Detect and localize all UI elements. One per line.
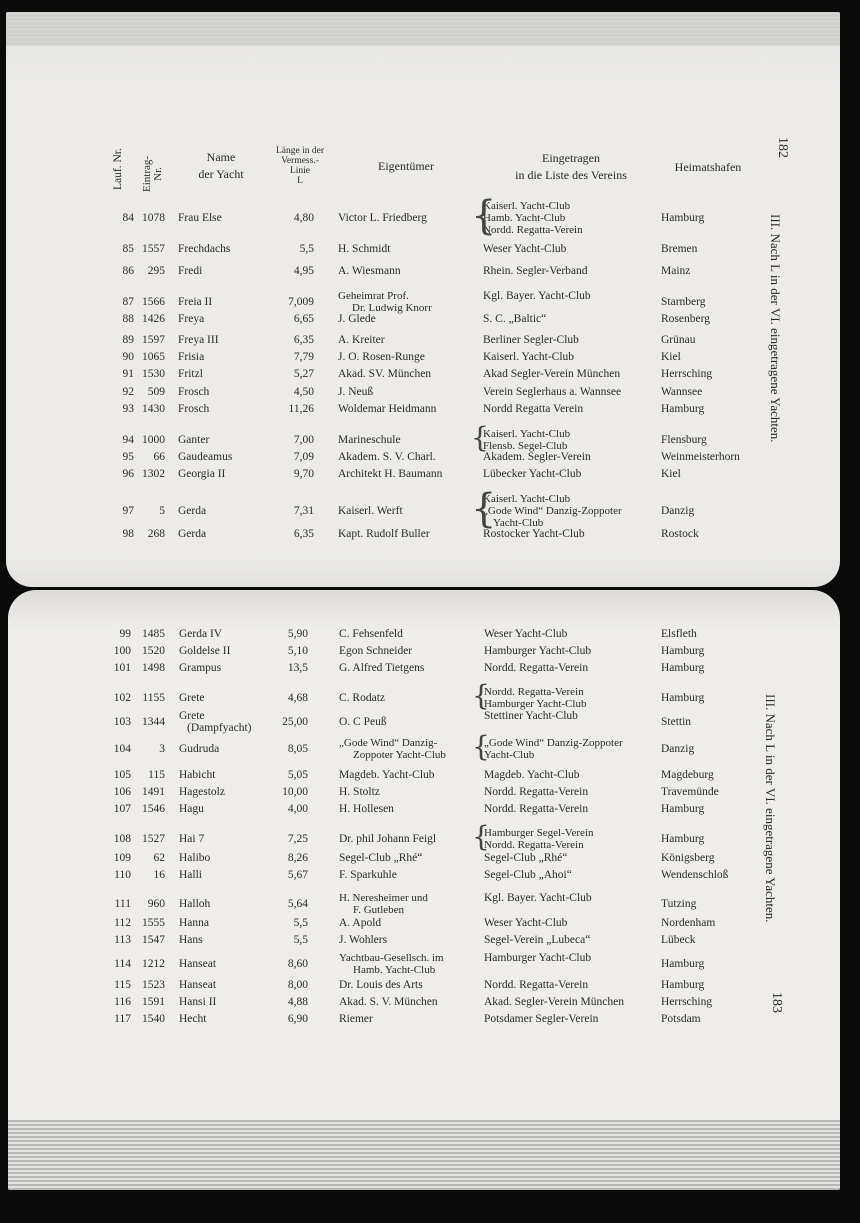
row-eintrag-nr: 1523 xyxy=(142,979,165,991)
row-eigentuemer: O. C Peuß xyxy=(339,716,387,728)
row-eigentuemer: J. Neuß xyxy=(338,386,374,398)
row-lauf-nr: 112 xyxy=(114,917,131,929)
header-eintrag-line2: Nr. xyxy=(152,167,164,181)
row-lauf-nr: 93 xyxy=(122,403,134,415)
header-laenge-line2: Vermess.- xyxy=(281,156,319,166)
row-verein: Segel-Club „Ahoi“ xyxy=(484,869,572,881)
row-eigentuemer: Akad. SV. München xyxy=(338,368,432,380)
row-laenge: 5,90 xyxy=(287,628,308,640)
row-heimatshafen: Tutzing xyxy=(661,898,697,910)
row-eigentuemer: Segel-Club „Rhé“ xyxy=(339,852,423,864)
row-eigentuemer: H. Schmidt xyxy=(338,243,391,255)
row-eintrag-nr: 1530 xyxy=(142,368,165,380)
row-verein: Nordd. Regatta-Verein xyxy=(484,803,589,815)
row-heimatshafen: Wannsee xyxy=(661,386,703,398)
header-laenge xyxy=(260,146,340,186)
row-name: Hanna xyxy=(179,917,210,929)
row-eintrag-nr: 1597 xyxy=(142,334,165,346)
row-name: Habicht xyxy=(179,769,216,781)
row-name: Gerda xyxy=(178,528,207,540)
row-verein: Hamburger Yacht-Club xyxy=(484,698,587,710)
row-eigentuemer: H. Hollesen xyxy=(339,803,394,815)
row-eintrag-nr: 1547 xyxy=(142,934,165,946)
row-eintrag-nr: 1302 xyxy=(142,468,165,480)
row-lauf-nr: 87 xyxy=(122,296,134,308)
row-name: Gerda IV xyxy=(179,628,223,640)
row-lauf-nr: 103 xyxy=(113,716,131,728)
row-laenge: 5,27 xyxy=(293,368,314,380)
row-eintrag-nr: 1000 xyxy=(142,434,165,446)
row-laenge: 8,60 xyxy=(287,958,308,970)
row-eigentuemer: J. O. Rosen-Runge xyxy=(338,351,425,363)
row-heimatshafen: Königsberg xyxy=(661,852,715,864)
row-lauf-nr: 107 xyxy=(113,803,131,815)
row-eintrag-nr: 66 xyxy=(153,451,165,463)
row-eintrag-nr: 1065 xyxy=(142,351,165,363)
row-verein: Nordd. Regatta-Verein xyxy=(484,786,589,798)
top-page xyxy=(6,12,840,587)
side-heading-bottom: III. Nach L in der VI. eingetragene Yachten. xyxy=(763,694,778,923)
row-name: Hansi II xyxy=(179,996,217,1008)
row-verein: Kgl. Bayer. Yacht-Club xyxy=(483,290,591,302)
brace-icon: { xyxy=(471,486,497,532)
row-eintrag-nr: 960 xyxy=(147,898,165,910)
row-eigentuemer: A. Wiesmann xyxy=(338,265,401,277)
header-laenge-line4: L xyxy=(297,176,303,186)
row-eigentuemer: Yachtbau-Gesellsch. im xyxy=(339,952,444,964)
row-eintrag-nr: 3 xyxy=(159,743,165,755)
row-laenge: 8,00 xyxy=(287,979,308,991)
row-lauf-nr: 115 xyxy=(114,979,131,991)
row-lauf-nr: 110 xyxy=(114,869,131,881)
row-name: Freya xyxy=(178,313,205,325)
row-lauf-nr: 116 xyxy=(114,996,131,1008)
row-verein: Rhein. Segler-Verband xyxy=(483,265,588,277)
row-heimatshafen: Lübeck xyxy=(661,934,696,946)
row-heimatshafen: Stettin xyxy=(661,716,692,728)
row-verein: Nordd. Regatta-Verein xyxy=(484,686,584,698)
row-laenge: 6,90 xyxy=(287,1013,308,1025)
row-laenge: 6,65 xyxy=(293,313,314,325)
row-eintrag-nr: 295 xyxy=(147,265,165,277)
row-verein: Rostocker Yacht-Club xyxy=(483,528,585,540)
row-laenge: 5,05 xyxy=(287,769,308,781)
row-eigentuemer: F. Sparkuhle xyxy=(339,869,397,881)
row-laenge: 13,5 xyxy=(287,662,308,674)
row-name: Fredi xyxy=(178,265,203,277)
row-eintrag-nr: 1344 xyxy=(142,716,165,728)
row-eigentuemer: Magdeb. Yacht-Club xyxy=(339,769,435,781)
brace-icon: { xyxy=(472,730,490,763)
row-heimatshafen: Nordenham xyxy=(661,917,716,929)
row-verein: Kgl. Bayer. Yacht-Club xyxy=(484,892,592,904)
row-eigentuemer: Architekt H. Baumann xyxy=(338,468,443,480)
header-eingetragen-line1: Eingetragen xyxy=(542,151,600,165)
row-eigentuemer: Kaiserl. Werft xyxy=(338,505,403,517)
row-heimatshafen: Hamburg xyxy=(661,692,705,704)
row-eintrag-nr: 16 xyxy=(153,869,165,881)
row-laenge: 9,70 xyxy=(293,468,314,480)
row-eintrag-nr: 1540 xyxy=(142,1013,165,1025)
row-heimatshafen: Grünau xyxy=(661,334,696,346)
brace-icon: { xyxy=(472,820,490,853)
row-verein: Lübecker Yacht-Club xyxy=(483,468,582,480)
row-eintrag-nr: 1155 xyxy=(142,692,165,704)
row-name: Frau Else xyxy=(178,212,222,224)
row-heimatshafen: Flensburg xyxy=(661,434,707,446)
row-lauf-nr: 98 xyxy=(122,528,134,540)
row-laenge: 4,88 xyxy=(287,996,308,1008)
row-verein: Yacht-Club xyxy=(493,517,544,529)
row-verein: Kaiserl. Yacht-Club xyxy=(483,428,571,440)
row-eintrag-nr: 1491 xyxy=(142,786,165,798)
side-heading-top: III. Nach L in der VI. eingetragene Yachten. xyxy=(768,214,783,443)
row-name: Hanseat xyxy=(179,979,217,991)
page-number-183: 183 xyxy=(769,992,784,1013)
row-verein: Nordd. Regatta-Verein xyxy=(484,979,589,991)
row-lauf-nr: 102 xyxy=(113,692,131,704)
row-laenge: 5,10 xyxy=(287,645,308,657)
row-lauf-nr: 96 xyxy=(122,468,134,480)
row-laenge: 4,68 xyxy=(287,692,308,704)
row-heimatshafen: Danzig xyxy=(661,505,695,517)
row-heimatshafen: Hamburg xyxy=(661,212,705,224)
brace-icon: { xyxy=(472,679,490,712)
row-eintrag-nr: 1485 xyxy=(142,628,165,640)
row-name: Frechdachs xyxy=(178,243,231,255)
row-heimatshafen: Kiel xyxy=(661,351,681,363)
header-name-line1: Name xyxy=(206,150,236,164)
row-laenge: 4,80 xyxy=(293,212,314,224)
row-name: Hai 7 xyxy=(179,833,205,845)
row-name: Hanseat xyxy=(179,958,217,970)
row-name: Hagu xyxy=(179,803,204,815)
row-laenge: 5,5 xyxy=(299,243,314,255)
row-heimatshafen: Herrsching xyxy=(661,996,713,1008)
row-verein: Nordd. Regatta-Verein xyxy=(483,224,583,236)
row-lauf-nr: 85 xyxy=(122,243,134,255)
row-eintrag-nr: 115 xyxy=(148,769,165,781)
row-heimatshafen: Hamburg xyxy=(661,958,705,970)
row-eintrag-nr: 1555 xyxy=(142,917,165,929)
row-lauf-nr: 109 xyxy=(113,852,131,864)
row-lauf-nr: 95 xyxy=(122,451,134,463)
row-eigentuemer: C. Rodatz xyxy=(339,692,385,704)
row-eigentuemer: C. Fehsenfeld xyxy=(339,628,403,640)
row-verein: Flensb. Segel-Club xyxy=(483,440,568,452)
row-lauf-nr: 91 xyxy=(122,368,134,380)
row-name: Fritzl xyxy=(178,368,203,380)
row-name: Georgia II xyxy=(178,468,226,480)
row-eintrag-nr: 1546 xyxy=(142,803,165,815)
row-eigentuemer-line2: Dr. Ludwig Knorr xyxy=(352,302,432,314)
row-verein: Akad. Segler-Verein München xyxy=(484,996,624,1008)
row-heimatshafen: Bremen xyxy=(661,243,698,255)
row-lauf-nr: 100 xyxy=(113,645,131,657)
row-heimatshafen: Potsdam xyxy=(661,1013,701,1025)
row-eigentuemer: Marineschule xyxy=(338,434,401,446)
row-eintrag-nr: 5 xyxy=(159,505,165,517)
row-eintrag-nr: 1520 xyxy=(142,645,165,657)
row-name: Frisia xyxy=(178,351,205,363)
row-verein: Weser Yacht-Club xyxy=(484,628,568,640)
row-verein: Magdeb. Yacht-Club xyxy=(484,769,580,781)
row-laenge: 6,35 xyxy=(293,528,314,540)
row-eintrag-nr: 1430 xyxy=(142,403,165,415)
row-lauf-nr: 92 xyxy=(122,386,134,398)
row-eintrag-nr: 1212 xyxy=(142,958,165,970)
row-heimatshafen: Rosenberg xyxy=(661,313,710,325)
row-laenge: 10,00 xyxy=(282,786,308,798)
row-name: Gerda xyxy=(178,505,207,517)
row-name: Hecht xyxy=(179,1013,207,1025)
row-verein: Akadem. Segler-Verein xyxy=(483,451,591,463)
row-eigentuemer-line2: Zoppoter Yacht-Club xyxy=(353,749,446,761)
row-name: Hans xyxy=(179,934,203,946)
row-lauf-nr: 99 xyxy=(119,628,131,640)
row-eintrag-nr: 1078 xyxy=(142,212,165,224)
row-laenge: 7,00 xyxy=(293,434,314,446)
row-name: Grete xyxy=(179,692,205,704)
row-lauf-nr: 89 xyxy=(122,334,134,346)
row-heimatshafen: Hamburg xyxy=(661,403,705,415)
row-heimatshafen: Hamburg xyxy=(661,979,705,991)
row-laenge: 4,50 xyxy=(293,386,314,398)
row-eigentuemer: Akadem. S. V. Charl. xyxy=(338,451,436,463)
row-laenge: 8,05 xyxy=(287,743,308,755)
row-verein: Hamburger Yacht-Club xyxy=(484,952,592,964)
row-name: Goldelse II xyxy=(179,645,231,657)
row-heimatshafen: Hamburg xyxy=(661,833,705,845)
row-name-line2: (Dampfyacht) xyxy=(187,722,252,734)
row-eigentuemer: H. Stoltz xyxy=(339,786,380,798)
row-heimatshafen: Danzig xyxy=(661,743,695,755)
row-eigentuemer: Egon Schneider xyxy=(339,645,413,657)
row-laenge: 11,26 xyxy=(288,403,314,415)
row-verein: Segel-Club „Rhé“ xyxy=(484,852,568,864)
row-verein: Hamburger Segel-Verein xyxy=(484,827,594,839)
row-verein: Nordd. Regatta-Verein xyxy=(484,839,584,851)
row-verein: Nordd. Regatta-Verein xyxy=(484,662,589,674)
row-lauf-nr: 101 xyxy=(113,662,131,674)
row-eigentuemer: Dr. phil Johann Feigl xyxy=(339,833,437,845)
row-eigentuemer: Kapt. Rudolf Buller xyxy=(338,528,430,540)
row-eigentuemer: Akad. S. V. München xyxy=(339,996,438,1008)
row-name: Gudruda xyxy=(179,743,220,755)
row-verein: Hamb. Yacht-Club xyxy=(483,212,566,224)
row-lauf-nr: 108 xyxy=(113,833,131,845)
row-verein: S. C. „Baltic“ xyxy=(483,313,547,325)
row-lauf-nr: 88 xyxy=(122,313,134,325)
row-name: Grete xyxy=(179,710,205,722)
row-eintrag-nr: 268 xyxy=(147,528,165,540)
row-eigentuemer: G. Alfred Tietgens xyxy=(339,662,425,674)
row-eintrag-nr: 1498 xyxy=(142,662,165,674)
row-verein: Akad Segler-Verein München xyxy=(483,368,621,380)
row-eintrag-nr: 62 xyxy=(153,852,165,864)
page-number-182: 182 xyxy=(775,137,790,158)
row-eigentuemer: Geheimrat Prof. xyxy=(338,290,409,302)
header-heimatshafen: Heimatshafen xyxy=(674,160,742,174)
row-verein: Kaiserl. Yacht-Club xyxy=(483,351,575,363)
row-lauf-nr: 105 xyxy=(113,769,131,781)
row-verein: Verein Seglerhaus a. Wannsee xyxy=(483,386,622,398)
row-heimatshafen: Hamburg xyxy=(661,662,705,674)
row-laenge: 7,009 xyxy=(288,296,314,308)
row-heimatshafen: Hamburg xyxy=(661,645,705,657)
row-eigentuemer: Victor L. Friedberg xyxy=(338,212,427,224)
header-eingetragen-line2: in die Liste des Vereins xyxy=(515,168,627,182)
row-laenge: 8,26 xyxy=(287,852,308,864)
page-edge-lines xyxy=(6,12,840,46)
row-heimatshafen: Rostock xyxy=(661,528,699,540)
row-heimatshafen: Wendenschloß xyxy=(661,869,729,881)
row-heimatshafen: Herrsching xyxy=(661,368,713,380)
header-eintrag-nr xyxy=(142,156,164,192)
row-heimatshafen: Travemünde xyxy=(661,786,719,798)
page-edge-lines xyxy=(8,1120,840,1190)
row-lauf-nr: 106 xyxy=(113,786,131,798)
row-eintrag-nr: 1557 xyxy=(142,243,165,255)
row-laenge: 7,25 xyxy=(287,833,308,845)
row-eigentuemer: Dr. Louis des Arts xyxy=(339,979,423,991)
row-laenge: 7,31 xyxy=(293,505,314,517)
row-eintrag-nr: 1527 xyxy=(142,833,165,845)
row-lauf-nr: 86 xyxy=(122,265,134,277)
row-eigentuemer: Woldemar Heidmann xyxy=(338,403,437,415)
row-verein: „Gode Wind“ Danzig-Zoppoter xyxy=(483,505,622,517)
row-lauf-nr: 90 xyxy=(122,351,134,363)
row-verein: Weser Yacht-Club xyxy=(484,917,568,929)
row-verein: Segel-Verein „Lubeca“ xyxy=(484,934,591,946)
header-eintrag-line1: Eintrag- xyxy=(141,155,153,192)
row-verein: Kaiserl. Yacht-Club xyxy=(483,200,571,212)
header-eigentuemer: Eigentümer xyxy=(378,159,434,173)
row-verein: „Gode Wind“ Danzig-Zoppoter xyxy=(484,737,623,749)
row-name: Gaudeamus xyxy=(178,451,233,463)
header-name xyxy=(186,149,256,183)
row-eigentuemer: A. Apold xyxy=(339,917,382,929)
row-lauf-nr: 117 xyxy=(114,1013,131,1025)
row-name: Halibo xyxy=(179,852,211,864)
row-eintrag-nr: 1566 xyxy=(142,296,165,308)
row-heimatshafen: Hamburg xyxy=(661,803,705,815)
row-name: Frosch xyxy=(178,403,210,415)
row-laenge: 6,35 xyxy=(293,334,314,346)
row-name: Frosch xyxy=(178,386,210,398)
header-laenge-line3: Linie xyxy=(289,166,311,176)
row-laenge: 5,67 xyxy=(287,869,308,881)
row-laenge: 5,5 xyxy=(293,934,308,946)
row-lauf-nr: 97 xyxy=(122,505,134,517)
bottom-page xyxy=(8,590,840,1190)
row-heimatshafen: Starnberg xyxy=(661,296,706,308)
row-eintrag-nr: 1426 xyxy=(142,313,165,325)
row-heimatshafen: Kiel xyxy=(661,468,681,480)
brace-icon: { xyxy=(471,421,489,454)
row-name: Freia II xyxy=(178,296,213,308)
row-name: Freya III xyxy=(178,334,219,346)
row-verein: Yacht-Club xyxy=(484,749,535,761)
row-verein: Weser Yacht-Club xyxy=(483,243,567,255)
row-heimatshafen: Weinmeisterhorn xyxy=(661,451,740,463)
row-verein: Stettiner Yacht-Club xyxy=(484,710,578,722)
row-name: Hagestolz xyxy=(179,786,225,798)
row-eigentuemer: J. Glede xyxy=(338,313,376,325)
row-name: Halloh xyxy=(179,898,211,910)
row-eigentuemer-line2: Hamb. Yacht-Club xyxy=(353,964,436,976)
row-eigentuemer-line2: F. Gutleben xyxy=(353,904,405,916)
row-name: Halli xyxy=(179,869,202,881)
row-laenge: 5,5 xyxy=(293,917,308,929)
row-verein: Potsdamer Segler-Verein xyxy=(484,1013,599,1025)
row-laenge: 7,79 xyxy=(293,351,314,363)
row-heimatshafen: Magdeburg xyxy=(661,769,714,781)
row-laenge: 4,00 xyxy=(287,803,308,815)
header-name-line2: der Yacht xyxy=(198,167,244,181)
header-eingetragen xyxy=(486,150,656,184)
row-verein: Nordd Regatta Verein xyxy=(483,403,584,415)
row-eigentuemer: H. Neresheimer und xyxy=(339,892,428,904)
row-heimatshafen: Mainz xyxy=(661,265,691,277)
header-lauf-nr: Lauf. Nr. xyxy=(112,148,124,190)
row-heimatshafen: Elsfleth xyxy=(661,628,697,640)
row-name: Ganter xyxy=(178,434,210,446)
row-eintrag-nr: 509 xyxy=(147,386,165,398)
row-eintrag-nr: 1591 xyxy=(142,996,165,1008)
row-verein: Berliner Segler-Club xyxy=(483,334,579,346)
row-laenge: 4,95 xyxy=(293,265,314,277)
row-lauf-nr: 94 xyxy=(122,434,134,446)
row-lauf-nr: 84 xyxy=(122,212,134,224)
row-lauf-nr: 104 xyxy=(113,743,131,755)
row-laenge: 25,00 xyxy=(282,716,308,728)
brace-icon: { xyxy=(471,193,497,239)
row-laenge: 5,64 xyxy=(287,898,308,910)
row-name: Grampus xyxy=(179,662,222,674)
header-laenge-line1: Länge in der xyxy=(275,146,324,156)
row-verein: Kaiserl. Yacht-Club xyxy=(483,493,571,505)
row-eigentuemer: A. Kreiter xyxy=(338,334,385,346)
row-eigentuemer: J. Wohlers xyxy=(339,934,388,946)
row-eigentuemer: Riemer xyxy=(339,1013,373,1025)
row-verein: Hamburger Yacht-Club xyxy=(484,645,592,657)
row-lauf-nr: 113 xyxy=(114,934,131,946)
row-lauf-nr: 111 xyxy=(114,898,131,910)
row-laenge: 7,09 xyxy=(293,451,314,463)
row-lauf-nr: 114 xyxy=(114,958,131,970)
row-eigentuemer: „Gode Wind“ Danzig- xyxy=(339,737,438,749)
